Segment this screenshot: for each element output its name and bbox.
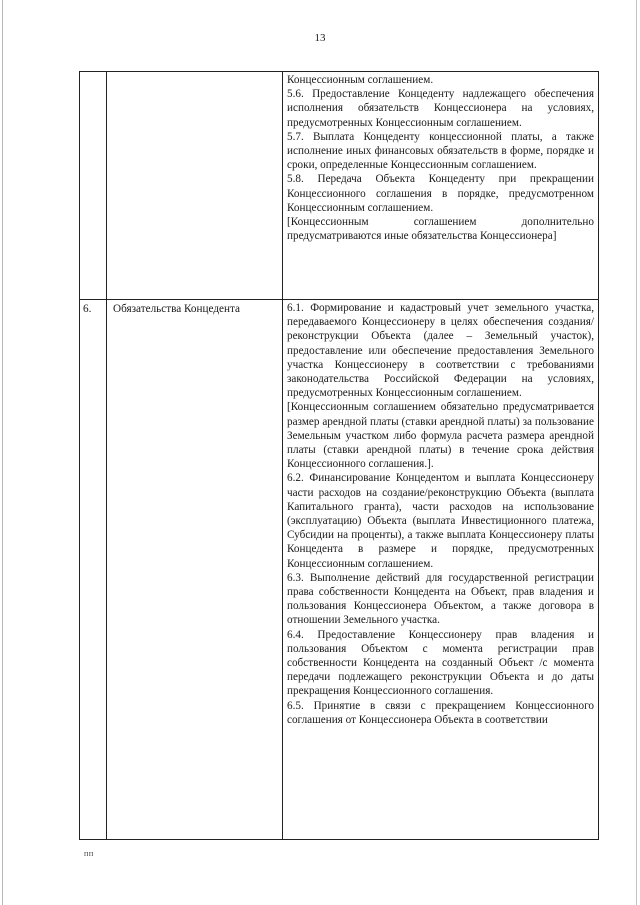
paragraph: 5.7. Выплата Концеденту концессионной платы, а также исполнение иных финансовых обязательств в форме, порядке и сроки, определенные Концессионным соглашением. [287, 130, 594, 172]
table-row [80, 72, 599, 300]
paragraph: 6.3. Выполнение действий для государственной регистрации права собственности Концедента на Объект, прав владения и пользования Концессионера Объектом, а также договора в отношении Земельного участка. [287, 571, 594, 627]
scan-edge-right [636, 0, 637, 905]
paragraph: 5.6. Предоставление Концеденту надлежащего обеспечения исполнения обязательств Концессионера на условиях, предусмотренных Концессионным соглашением. [287, 88, 594, 129]
row-number: 6. [80, 300, 107, 840]
paragraph: 6.5. Принятие в связи с прекращением Концессионного соглашения от Концессионера Объекта в соответствии [287, 699, 594, 726]
table-row [80, 300, 599, 840]
obligations-table [79, 71, 599, 840]
paragraph: 6.1. Формирование и кадастровый учет земельного участка, передаваемого Концессионеру в целях обеспечения создания/реконструкции Объекта (далее – Земельный участок), предоставление или обеспечение предоставления Земельного участка Концессионеру в соответствии с требованиями законодательства Российской Федерации на условиях, предусмотренных Концессионным соглашением. [287, 302, 594, 400]
paragraph: 6.4. Предоставление Концессионеру прав владения и пользования Объектом с момента регистрации прав собственности Концедента на созданный Объект /с момента передачи подлежащего реконструкции Объекта и до даты прекращения Концессионного соглашения. [287, 628, 594, 698]
paragraph: 6.2. Финансирование Концедентом и выплата Концессионеру части расходов на создание/реконструкцию Объекта (выплата Капитального гранта), части расходов на использование (эксплуатацию) Объекта (выплата Инвестиционного платежа, Субсидии на проценты), а также выплата Концессионеру платы Концедента в размере и порядке, предусмотренных Концессионным соглашением. [287, 472, 594, 570]
row-content [283, 300, 599, 840]
paragraph: [Концессионным соглашением дополнительно предусматриваются иные обязательства Концессионера] [287, 216, 594, 243]
scan-edge-left [2, 0, 3, 905]
row-title: Обязательства Концедента [107, 300, 283, 840]
paragraph: [Концессионным соглашением обязательно предусматривается размер арендной платы (ставки арендной платы) за пользование Земельным участком либо формула расчета размера арендной платы (ставки арендной платы) в течение срока действия Концессионного соглашения.]. [287, 401, 594, 471]
footer-mark: ПП [84, 852, 94, 858]
paragraph: 5.8. Передача Объекта Концеденту при прекращении Концессионного соглашения в порядке, предусмотренном Концессионным соглашением. [287, 173, 594, 214]
paragraph: Концессионным соглашением. [287, 74, 434, 86]
row-content [283, 72, 599, 300]
row-title [107, 72, 283, 300]
row-number [80, 72, 107, 300]
page-number: 13 [314, 32, 326, 44]
